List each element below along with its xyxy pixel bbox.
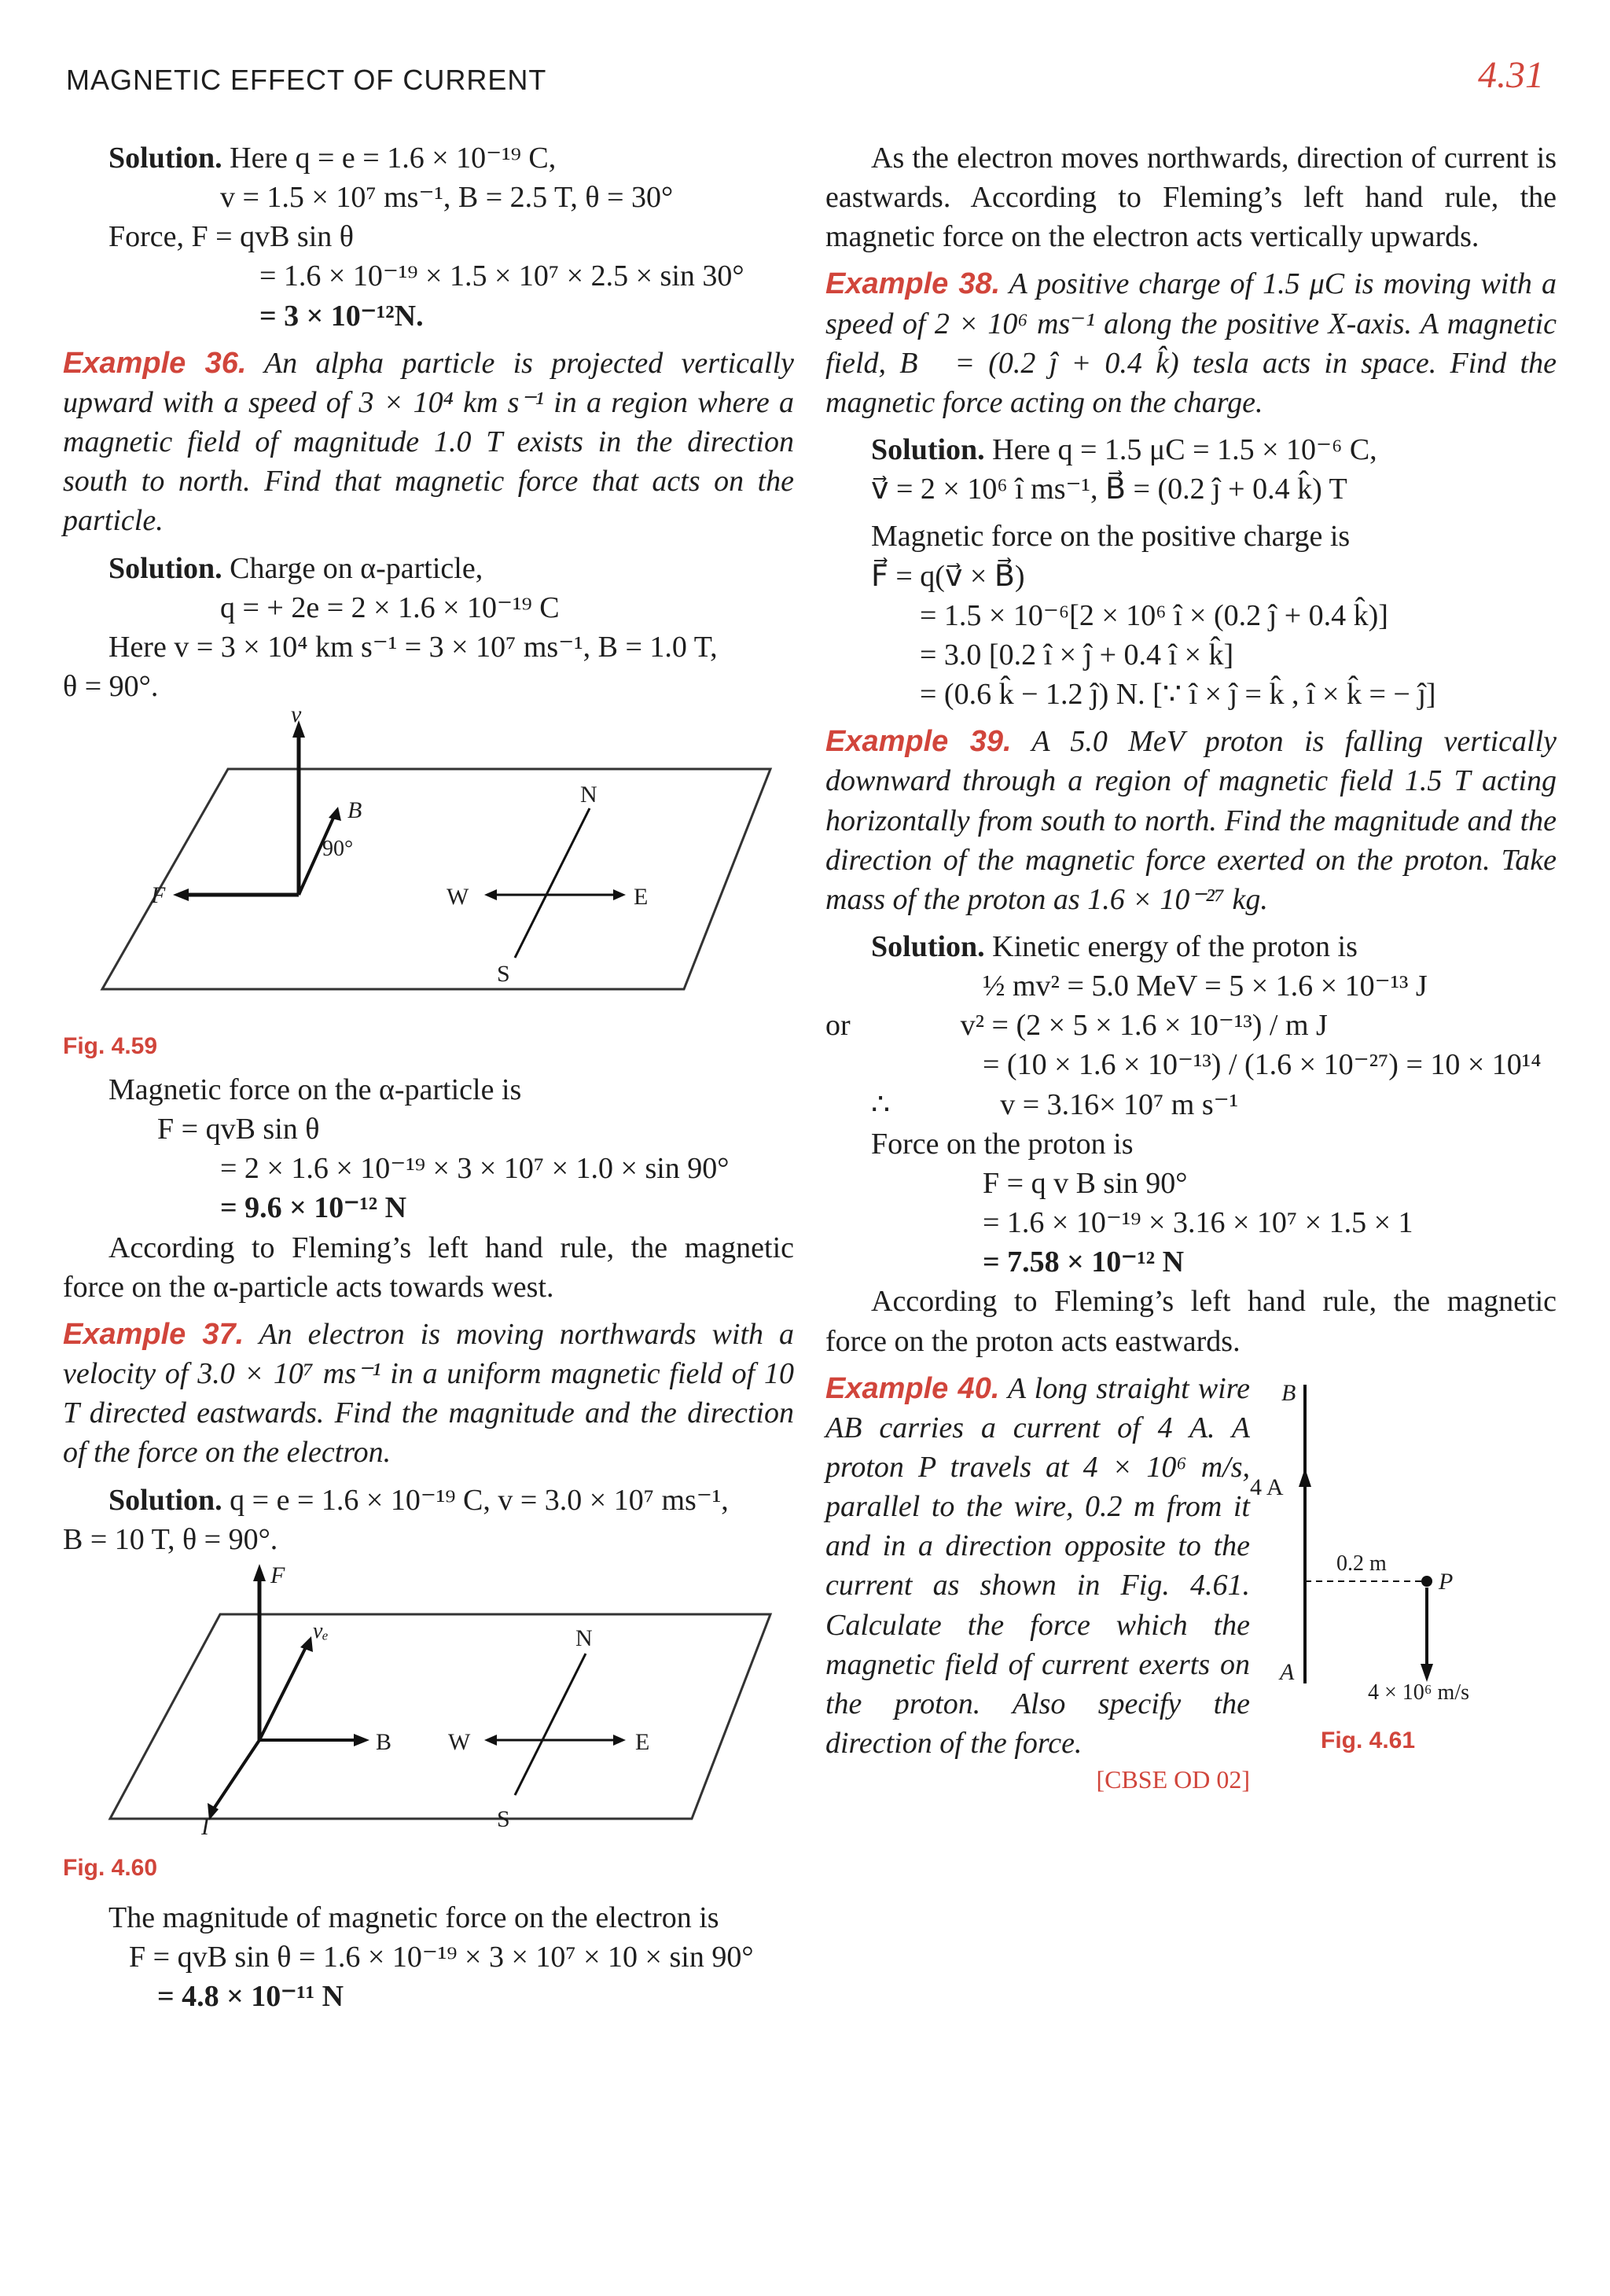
f-label: F (270, 1562, 285, 1588)
figure-4-61 (1250, 1369, 1557, 1715)
solution-39-line3: or v² = (2 × 5 × 1.6 × 10⁻¹³) / m J (825, 1009, 1328, 1043)
example-36 (63, 344, 794, 541)
v-label: v (291, 706, 302, 728)
solution-36-line2: q = + 2e = 2 × 1.6 × 10⁻¹⁹ C (220, 591, 560, 624)
distance-label: 0.2 m (1336, 1551, 1387, 1576)
speed-label: 4 × 10⁶ m/s (1368, 1680, 1470, 1705)
e-label: E (635, 1728, 650, 1755)
solution-36-result: = 9.6 × 10⁻¹² N (220, 1191, 407, 1225)
example-36-text: An alpha particle is projected vertically upward with a speed of 3 × 10⁴ km s⁻¹ in a region where a magnetic field of magnitude 1.0 T exists in the direction south to north. Find that magnetic force that acts on the particle. (63, 346, 794, 538)
b-label: B (1281, 1379, 1296, 1406)
plane (102, 769, 770, 989)
solution-35-line3: Force, F = qvB sin θ (108, 220, 354, 254)
solution-37-result: = 4.8 × 10⁻¹¹ N (157, 1979, 344, 2013)
figure-4-59 (63, 706, 794, 1021)
ns-axis (515, 1654, 586, 1795)
solution-35-line2: v = 1.5 × 10⁷ ms⁻¹, B = 2.5 T, θ = 30° (220, 181, 674, 215)
example-38-label: Example 38. (825, 267, 1001, 301)
example-39-label: Example 39. (825, 725, 1012, 759)
left-column (63, 138, 794, 2016)
w-label: W (448, 1728, 471, 1755)
example-40-text: A long straight wire AB carries a current of 4 A. A proton P travels at 4 × 10⁶ m/s, parallel to the wire, 0.2 m from it and in a direction opposite to the current as shown in Fig. 4.61. Calculate the force which the magnetic field of current exerts on the proton. Also specify the direction of the force. (825, 1371, 1250, 1761)
b-label: B (347, 797, 362, 824)
source-tag: [CBSE OD 02] (1096, 1765, 1250, 1794)
f-label: F (151, 882, 166, 909)
example-37-label: Example 37. (63, 1317, 244, 1351)
solution-38-line2: v⃗ = 2 × 10⁶ î ms⁻¹, B⃗ = (0.2 ĵ + 0.4 k̂) T (871, 473, 1347, 506)
n-label: N (580, 782, 597, 808)
solution-37-continued: As the electron moves northwards, direction of current is eastwards. According to Fleming’s left hand rule, the magnetic force on the electron acts vertically upwards. (825, 142, 1557, 254)
page-number: 4.31 (1478, 54, 1544, 96)
i-label: I (201, 1813, 209, 1840)
figure-4-61-caption: Fig. 4.61 (1321, 1727, 1416, 1753)
figure-4-59-caption: Fig. 4.59 (63, 1033, 158, 1060)
n-label: N (575, 1624, 593, 1651)
solution-37-line4: F = qvB sin θ = 1.6 × 10⁻¹⁹ × 3 × 10⁷ × 10 × sin 90° (129, 1940, 754, 1974)
solution-38-result: = (0.6 k̂ − 1.2 ĵ) N. [∵ î × ĵ = k̂ , î × k̂ = − ĵ] (920, 678, 1436, 712)
solution-37-line2: B = 10 T, θ = 90°. (63, 1522, 278, 1556)
solution-37-line1: Solution. q = e = 1.6 × 10⁻¹⁹ C, v = 3.0 × 10⁷ ms⁻¹, (108, 1483, 729, 1517)
example-38-text: A positive charge of 1.5 μC is moving with a speed of 2 × 10⁶ ms⁻¹ along the positive X-axis. A magnetic field, B⃗ = (0.2 ĵ + 0.4 k̂) tesla acts in space. Find the magnetic force acting on the charge. (825, 267, 1557, 419)
example-40-label: Example 40. (825, 1371, 1000, 1405)
solution-35-line1: Solution. Here q = e = 1.6 × 10⁻¹⁹ C, (108, 142, 557, 175)
figure-4-60 (63, 1559, 794, 1842)
b-label: B (376, 1728, 392, 1755)
solution-36-line6: F = qvB sin θ (157, 1113, 320, 1146)
example-37 (63, 1315, 794, 1473)
solution-38-line5: = 1.5 × 10⁻⁶[2 × 10⁶ î × (0.2 ĵ + 0.4 k̂)] (920, 598, 1388, 632)
example-40 (825, 1369, 1250, 1764)
example-39-text: A 5.0 MeV proton is falling vertically downward through a region of magnetic field 1.5 T acting horizontally from south to north. Find the magnitude and the direction of the magnetic force exerted on the proton. Take mass of the proton as 1.6 × 10⁻²⁷ kg. (825, 725, 1557, 916)
w-label: W (447, 884, 469, 911)
example-37-text: An electron is moving northwards with a velocity of 3.0 × 10⁷ ms⁻¹ in a uniform magnetic field of 10 T directed eastwards. Find the magnitude and the direction of the force on the electron. (63, 1317, 795, 1470)
example-38 (825, 264, 1557, 422)
solution-36-line3: Here v = 3 × 10⁴ km s⁻¹ = 3 × 10⁷ ms⁻¹, B = 1.0 T, (108, 630, 718, 664)
example-40-block (825, 1369, 1557, 1797)
current-arrow (1299, 1468, 1311, 1487)
ns-axis (515, 808, 590, 958)
solution-36-line4: θ = 90°. (63, 670, 159, 704)
solution-39-line5: ∴ v = 3.16× 10⁷ m s⁻¹ (871, 1087, 1239, 1121)
solution-39-line7: F = q v B sin 90° (983, 1166, 1188, 1200)
running-header: MAGNETIC EFFECT OF CURRENT (66, 64, 547, 96)
figure-4-60-caption: Fig. 4.60 (63, 1854, 158, 1881)
solution-label: Solution. (108, 142, 222, 175)
solution-36-conclusion: According to Fleming’s left hand rule, the magnetic force on the α-particle acts towards west. (63, 1231, 794, 1304)
solution-39-line8: = 1.6 × 10⁻¹⁹ × 3.16 × 10⁷ × 1.5 × 1 (983, 1206, 1413, 1240)
plane (110, 1614, 770, 1819)
solution-39-line2: ½ mv² = 5.0 MeV = 5 × 1.6 × 10⁻¹³ J (983, 970, 1428, 1003)
solution-39-line1: Solution. Kinetic energy of the proton is (871, 929, 1358, 963)
solution-39-result: = 7.58 × 10⁻¹² N (983, 1246, 1185, 1279)
solution-36-line7: = 2 × 1.6 × 10⁻¹⁹ × 3 × 10⁷ × 1.0 × sin 90° (220, 1152, 730, 1186)
ve-arrow (259, 1646, 307, 1740)
s-label: S (497, 961, 510, 988)
proton-dot (1421, 1576, 1432, 1587)
solution-36-line1: Solution. Charge on α-particle, (108, 551, 483, 585)
solution-39-line4: = (10 × 1.6 × 10⁻¹³) / (1.6 × 10⁻²⁷) = 10 × 10¹⁴ (983, 1048, 1542, 1082)
example-36-label: Example 36. (63, 346, 247, 380)
solution-35-line4: = 1.6 × 10⁻¹⁹ × 1.5 × 10⁷ × 2.5 × sin 30° (259, 259, 744, 293)
right-column (825, 138, 1557, 1796)
solution-36-line5: Magnetic force on the α-particle is (108, 1073, 522, 1106)
solution-37-line3: The magnitude of magnetic force on the electron is (108, 1900, 719, 1934)
solution-38-line6: = 3.0 [0.2 î × ĵ + 0.4 î × k̂] (920, 638, 1234, 672)
solution-38-line1: Solution. Here q = 1.5 μC = 1.5 × 10⁻⁶ C, (871, 433, 1377, 467)
solution-39-conclusion: According to Fleming’s left hand rule, the magnetic force on the proton acts eastwards. (825, 1285, 1557, 1358)
i-arrow (212, 1740, 259, 1811)
solution-38-line4: F⃗ = q(v⃗ × B⃗) (871, 559, 1025, 593)
example-39 (825, 722, 1557, 919)
p-label: P (1439, 1568, 1454, 1595)
solution-38-line3: Magnetic force on the positive charge is (871, 520, 1351, 554)
solution-39-line6: Force on the proton is (871, 1127, 1134, 1161)
solution-35-result: = 3 × 10⁻¹²N. (259, 299, 424, 333)
e-label: E (634, 884, 649, 911)
s-label: S (497, 1805, 510, 1832)
angle-label: 90° (322, 837, 354, 862)
ve-label: vₑ (313, 1618, 329, 1643)
current-label: 4 A (1250, 1474, 1284, 1500)
a-label: A (1280, 1658, 1295, 1685)
